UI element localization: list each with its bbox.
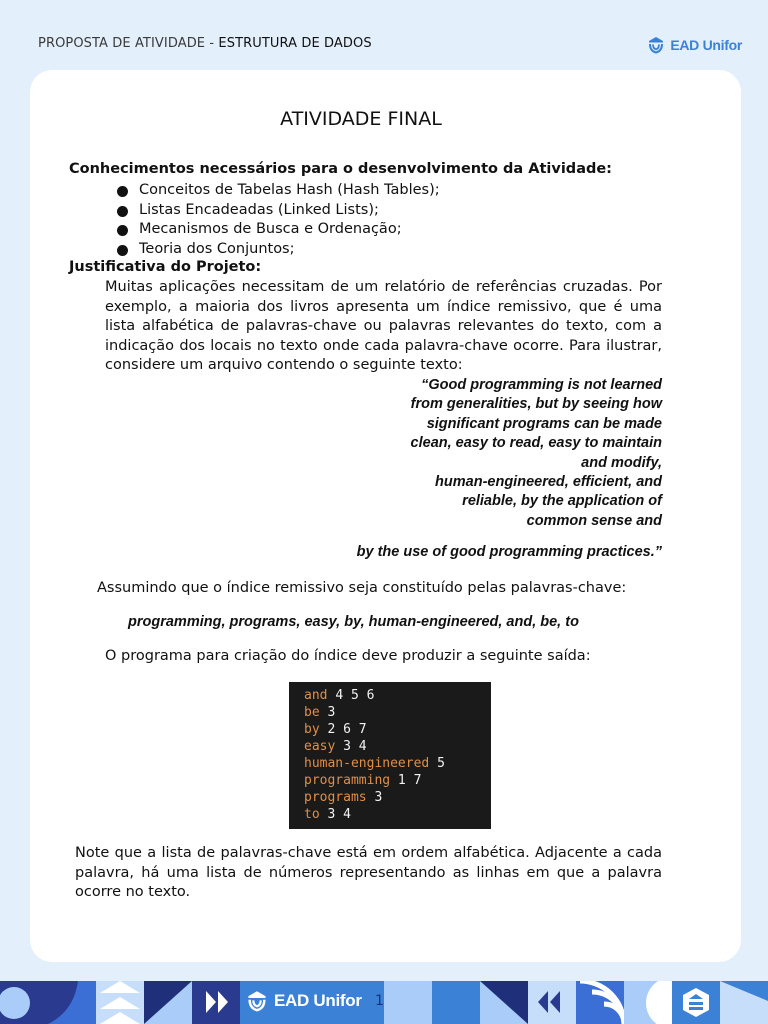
code-line [304, 721, 491, 738]
quote-block [332, 376, 662, 531]
list-item: Mecanismos de Busca e Ordenação; [116, 220, 440, 240]
code-keyword: by [304, 722, 320, 737]
code-keyword: and [304, 688, 328, 703]
code-line-numbers: 3 [327, 705, 336, 720]
quote-line: significant programs can be made [426, 415, 662, 432]
output-intro-text: O programa para criação do índice deve produzir a seguinte saída: [105, 648, 591, 664]
list-item: Teoria dos Conjuntos; [116, 240, 440, 260]
quote-last-line: by the use of good programming practices.” [356, 544, 662, 560]
code-keyword: easy [304, 739, 336, 754]
code-line-numbers: 3 4 [343, 739, 367, 754]
unifor-logo-icon [246, 990, 268, 1012]
quote-line: common sense and [526, 512, 662, 529]
brand-name-top: EAD Unifor [670, 37, 742, 53]
code-line [304, 687, 491, 704]
code-keyword: human-engineered [304, 756, 430, 771]
page-header [38, 36, 372, 51]
code-line-numbers: 1 7 [397, 773, 422, 788]
header-separator: - [205, 36, 219, 51]
page-title: ATIVIDADE FINAL [280, 108, 442, 130]
justification-paragraph: Muitas aplicações necessitam de um relatório de referências cruzadas. Por exemplo, a maioria dos livros apresenta um índice remissivo, que é uma lista alfabética de palavras-chave ou palavras relevantes do texto, com a indicação dos locais no texto onde cada palavra-chave ocorre. Para ilustrar, considere um arquivo contendo o seguinte texto: [105, 279, 662, 374]
knowledge-section-title: Conhecimentos necessários para o desenvolvimento da Atividade: [69, 161, 612, 177]
knowledge-list [116, 181, 440, 259]
note-paragraph: Note que a lista de palavras-chave está em ordem alfabética. Adjacente a cada palavra, há uma lista de números representando as linhas em que a palavra ocorre no texto. [75, 845, 662, 901]
code-output-block [289, 682, 491, 829]
header-subject: ESTRUTURA DE DADOS [218, 36, 372, 51]
code-line [304, 806, 491, 823]
code-line [304, 704, 491, 721]
quote-line: “Good programming is not learned [421, 377, 662, 393]
header-doc-type: PROPOSTA DE ATIVIDADE [38, 36, 206, 51]
code-line-numbers: 5 [437, 756, 445, 771]
code-keyword: programs [304, 790, 367, 805]
code-line [304, 755, 491, 772]
assumption-text: Assumindo que o índice remissivo seja constituído pelas palavras-chave: [97, 580, 627, 596]
code-line-numbers: 3 [374, 790, 383, 805]
list-item: Listas Encadeadas (Linked Lists); [116, 201, 440, 221]
quote-line: human-engineered, efficient, and [435, 474, 662, 491]
justification-section-title: Justificativa do Projeto: [69, 259, 262, 275]
code-line-numbers: 3 4 [327, 807, 351, 822]
code-keyword: to [304, 807, 320, 822]
decorative-footer [0, 981, 768, 1024]
brand-logo-top [647, 36, 742, 54]
code-keyword: programming [304, 773, 391, 788]
quote-line: clean, easy to read, easy to maintain [410, 435, 662, 452]
quote-line: and modify, [581, 454, 662, 471]
code-line [304, 738, 491, 755]
quote-line: from generalities, but by seeing how [410, 396, 662, 413]
quote-line: reliable, by the application of [462, 493, 662, 510]
unifor-logo-icon [647, 36, 665, 54]
brand-name-bottom: EAD Unifor [274, 991, 362, 1010]
footer-pattern [0, 981, 768, 1024]
list-item: Conceitos de Tabelas Hash (Hash Tables); [116, 181, 440, 201]
code-line-numbers: 2 6 7 [327, 722, 367, 737]
code-keyword: be [304, 705, 320, 720]
keywords-line: programming, programs, easy, by, human-engineered, and, be, to [128, 614, 579, 630]
brand-logo-bottom [246, 990, 362, 1012]
code-line [304, 772, 491, 789]
code-line [304, 789, 491, 806]
code-line-numbers: 4 5 6 [335, 688, 375, 703]
page-number: 1 [375, 993, 384, 1009]
